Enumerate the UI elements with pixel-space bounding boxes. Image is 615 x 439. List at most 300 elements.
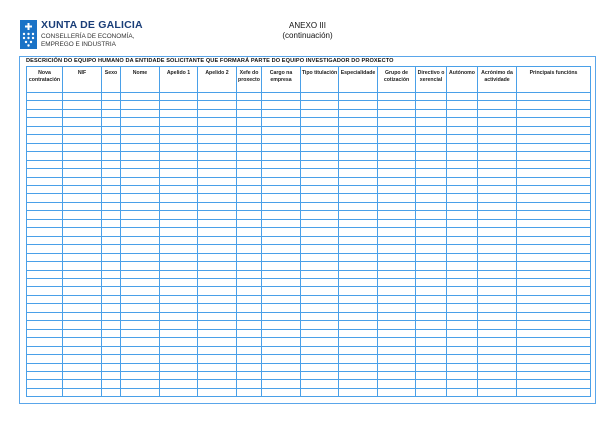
table-cell[interactable] <box>517 329 591 337</box>
table-cell[interactable] <box>198 363 237 371</box>
table-cell[interactable] <box>339 169 378 177</box>
table-cell[interactable] <box>339 185 378 193</box>
table-cell[interactable] <box>198 245 237 253</box>
table-cell[interactable] <box>102 185 121 193</box>
table-cell[interactable] <box>27 152 63 160</box>
table-cell[interactable] <box>447 388 478 396</box>
table-cell[interactable] <box>121 262 160 270</box>
table-cell[interactable] <box>63 160 102 168</box>
table-cell[interactable] <box>301 262 339 270</box>
table-cell[interactable] <box>339 219 378 227</box>
table-cell[interactable] <box>478 270 517 278</box>
table-cell[interactable] <box>301 295 339 303</box>
table-cell[interactable] <box>121 211 160 219</box>
table-cell[interactable] <box>63 202 102 210</box>
table-cell[interactable] <box>63 228 102 236</box>
table-cell[interactable] <box>198 101 237 109</box>
table-cell[interactable] <box>237 135 262 143</box>
table-cell[interactable] <box>198 295 237 303</box>
table-cell[interactable] <box>378 118 416 126</box>
table-cell[interactable] <box>198 194 237 202</box>
table-cell[interactable] <box>301 245 339 253</box>
table-cell[interactable] <box>237 355 262 363</box>
table-cell[interactable] <box>63 278 102 286</box>
table-cell[interactable] <box>478 185 517 193</box>
table-cell[interactable] <box>27 278 63 286</box>
table-cell[interactable] <box>339 236 378 244</box>
table-cell[interactable] <box>121 109 160 117</box>
table-cell[interactable] <box>27 245 63 253</box>
table-cell[interactable] <box>378 304 416 312</box>
table-cell[interactable] <box>301 278 339 286</box>
table-cell[interactable] <box>339 177 378 185</box>
table-cell[interactable] <box>121 355 160 363</box>
table-cell[interactable] <box>301 321 339 329</box>
table-cell[interactable] <box>198 118 237 126</box>
table-cell[interactable] <box>517 177 591 185</box>
table-cell[interactable] <box>198 312 237 320</box>
table-cell[interactable] <box>447 160 478 168</box>
table-cell[interactable] <box>27 262 63 270</box>
table-cell[interactable] <box>416 262 447 270</box>
table-cell[interactable] <box>198 169 237 177</box>
table-cell[interactable] <box>27 355 63 363</box>
table-cell[interactable] <box>301 236 339 244</box>
table-cell[interactable] <box>27 109 63 117</box>
table-cell[interactable] <box>517 194 591 202</box>
table-cell[interactable] <box>447 228 478 236</box>
table-cell[interactable] <box>478 169 517 177</box>
table-cell[interactable] <box>378 169 416 177</box>
table-cell[interactable] <box>378 380 416 388</box>
table-cell[interactable] <box>416 202 447 210</box>
table-cell[interactable] <box>416 152 447 160</box>
table-cell[interactable] <box>416 211 447 219</box>
table-cell[interactable] <box>102 245 121 253</box>
table-cell[interactable] <box>121 312 160 320</box>
table-cell[interactable] <box>121 363 160 371</box>
table-cell[interactable] <box>517 270 591 278</box>
table-cell[interactable] <box>416 228 447 236</box>
table-cell[interactable] <box>27 126 63 134</box>
table-cell[interactable] <box>160 185 198 193</box>
table-cell[interactable] <box>237 160 262 168</box>
table-cell[interactable] <box>102 101 121 109</box>
table-cell[interactable] <box>27 177 63 185</box>
table-cell[interactable] <box>27 304 63 312</box>
table-cell[interactable] <box>339 371 378 379</box>
table-cell[interactable] <box>416 278 447 286</box>
table-cell[interactable] <box>416 312 447 320</box>
table-cell[interactable] <box>160 262 198 270</box>
table-cell[interactable] <box>27 346 63 354</box>
table-cell[interactable] <box>478 211 517 219</box>
table-cell[interactable] <box>102 194 121 202</box>
table-cell[interactable] <box>447 118 478 126</box>
table-cell[interactable] <box>102 346 121 354</box>
table-cell[interactable] <box>237 152 262 160</box>
table-cell[interactable] <box>121 304 160 312</box>
table-cell[interactable] <box>121 177 160 185</box>
table-cell[interactable] <box>102 262 121 270</box>
table-cell[interactable] <box>160 93 198 101</box>
table-cell[interactable] <box>301 101 339 109</box>
table-cell[interactable] <box>262 355 301 363</box>
table-cell[interactable] <box>301 253 339 261</box>
table-cell[interactable] <box>121 321 160 329</box>
table-cell[interactable] <box>63 346 102 354</box>
table-cell[interactable] <box>102 152 121 160</box>
table-cell[interactable] <box>478 126 517 134</box>
table-cell[interactable] <box>102 202 121 210</box>
table-cell[interactable] <box>102 253 121 261</box>
table-cell[interactable] <box>63 101 102 109</box>
table-cell[interactable] <box>198 228 237 236</box>
table-cell[interactable] <box>198 93 237 101</box>
table-cell[interactable] <box>102 287 121 295</box>
table-cell[interactable] <box>478 143 517 151</box>
table-cell[interactable] <box>63 245 102 253</box>
table-cell[interactable] <box>237 118 262 126</box>
table-cell[interactable] <box>63 126 102 134</box>
table-cell[interactable] <box>160 363 198 371</box>
table-cell[interactable] <box>301 109 339 117</box>
table-cell[interactable] <box>63 321 102 329</box>
table-cell[interactable] <box>121 126 160 134</box>
table-cell[interactable] <box>447 262 478 270</box>
table-cell[interactable] <box>517 152 591 160</box>
table-cell[interactable] <box>198 135 237 143</box>
table-cell[interactable] <box>63 194 102 202</box>
table-cell[interactable] <box>517 219 591 227</box>
table-cell[interactable] <box>416 388 447 396</box>
table-cell[interactable] <box>447 126 478 134</box>
table-cell[interactable] <box>478 194 517 202</box>
table-cell[interactable] <box>160 295 198 303</box>
table-cell[interactable] <box>27 194 63 202</box>
table-cell[interactable] <box>262 194 301 202</box>
table-cell[interactable] <box>262 135 301 143</box>
table-cell[interactable] <box>198 126 237 134</box>
table-cell[interactable] <box>27 118 63 126</box>
table-cell[interactable] <box>27 135 63 143</box>
table-cell[interactable] <box>339 262 378 270</box>
table-cell[interactable] <box>262 363 301 371</box>
table-cell[interactable] <box>121 236 160 244</box>
table-cell[interactable] <box>102 338 121 346</box>
table-cell[interactable] <box>416 93 447 101</box>
table-cell[interactable] <box>102 304 121 312</box>
table-cell[interactable] <box>517 278 591 286</box>
table-cell[interactable] <box>237 371 262 379</box>
table-cell[interactable] <box>378 177 416 185</box>
table-cell[interactable] <box>262 109 301 117</box>
table-cell[interactable] <box>301 304 339 312</box>
table-cell[interactable] <box>301 185 339 193</box>
table-cell[interactable] <box>447 287 478 295</box>
table-cell[interactable] <box>517 101 591 109</box>
table-cell[interactable] <box>478 236 517 244</box>
table-cell[interactable] <box>160 312 198 320</box>
table-cell[interactable] <box>63 253 102 261</box>
table-cell[interactable] <box>160 371 198 379</box>
table-cell[interactable] <box>63 109 102 117</box>
table-cell[interactable] <box>378 363 416 371</box>
table-cell[interactable] <box>517 109 591 117</box>
table-cell[interactable] <box>102 177 121 185</box>
table-cell[interactable] <box>416 160 447 168</box>
table-cell[interactable] <box>27 388 63 396</box>
table-cell[interactable] <box>27 202 63 210</box>
table-cell[interactable] <box>198 338 237 346</box>
table-cell[interactable] <box>237 101 262 109</box>
table-cell[interactable] <box>237 202 262 210</box>
table-cell[interactable] <box>339 143 378 151</box>
table-cell[interactable] <box>416 118 447 126</box>
table-cell[interactable] <box>262 329 301 337</box>
table-cell[interactable] <box>517 245 591 253</box>
table-cell[interactable] <box>378 278 416 286</box>
table-cell[interactable] <box>301 388 339 396</box>
table-cell[interactable] <box>121 245 160 253</box>
table-cell[interactable] <box>378 295 416 303</box>
table-cell[interactable] <box>339 152 378 160</box>
table-cell[interactable] <box>262 287 301 295</box>
table-cell[interactable] <box>102 143 121 151</box>
table-cell[interactable] <box>339 245 378 253</box>
table-cell[interactable] <box>378 185 416 193</box>
table-cell[interactable] <box>339 321 378 329</box>
table-cell[interactable] <box>63 152 102 160</box>
table-cell[interactable] <box>478 363 517 371</box>
table-cell[interactable] <box>517 346 591 354</box>
table-cell[interactable] <box>63 262 102 270</box>
table-cell[interactable] <box>262 185 301 193</box>
table-cell[interactable] <box>198 329 237 337</box>
table-cell[interactable] <box>378 245 416 253</box>
table-cell[interactable] <box>27 211 63 219</box>
table-cell[interactable] <box>198 185 237 193</box>
table-cell[interactable] <box>102 363 121 371</box>
table-cell[interactable] <box>301 371 339 379</box>
table-cell[interactable] <box>121 253 160 261</box>
table-cell[interactable] <box>378 228 416 236</box>
table-cell[interactable] <box>27 93 63 101</box>
table-cell[interactable] <box>160 355 198 363</box>
table-cell[interactable] <box>160 270 198 278</box>
table-cell[interactable] <box>478 135 517 143</box>
table-cell[interactable] <box>27 295 63 303</box>
table-cell[interactable] <box>517 135 591 143</box>
table-cell[interactable] <box>478 219 517 227</box>
table-cell[interactable] <box>478 118 517 126</box>
table-cell[interactable] <box>447 295 478 303</box>
table-cell[interactable] <box>517 304 591 312</box>
table-cell[interactable] <box>160 346 198 354</box>
table-cell[interactable] <box>63 185 102 193</box>
table-cell[interactable] <box>378 160 416 168</box>
table-cell[interactable] <box>378 371 416 379</box>
table-cell[interactable] <box>262 262 301 270</box>
table-cell[interactable] <box>416 143 447 151</box>
table-cell[interactable] <box>517 253 591 261</box>
table-cell[interactable] <box>63 371 102 379</box>
table-cell[interactable] <box>262 228 301 236</box>
table-cell[interactable] <box>262 93 301 101</box>
table-cell[interactable] <box>447 304 478 312</box>
table-cell[interactable] <box>102 135 121 143</box>
table-cell[interactable] <box>447 355 478 363</box>
table-cell[interactable] <box>237 304 262 312</box>
table-cell[interactable] <box>339 93 378 101</box>
table-cell[interactable] <box>339 338 378 346</box>
table-cell[interactable] <box>378 194 416 202</box>
table-cell[interactable] <box>339 287 378 295</box>
table-cell[interactable] <box>27 329 63 337</box>
table-cell[interactable] <box>63 388 102 396</box>
table-cell[interactable] <box>378 355 416 363</box>
table-cell[interactable] <box>378 321 416 329</box>
table-cell[interactable] <box>63 270 102 278</box>
table-cell[interactable] <box>121 93 160 101</box>
table-cell[interactable] <box>447 219 478 227</box>
table-cell[interactable] <box>160 109 198 117</box>
table-cell[interactable] <box>198 355 237 363</box>
table-cell[interactable] <box>121 295 160 303</box>
table-cell[interactable] <box>447 270 478 278</box>
table-cell[interactable] <box>416 135 447 143</box>
table-cell[interactable] <box>160 253 198 261</box>
table-cell[interactable] <box>339 304 378 312</box>
table-cell[interactable] <box>447 278 478 286</box>
table-cell[interactable] <box>447 245 478 253</box>
table-cell[interactable] <box>447 380 478 388</box>
table-cell[interactable] <box>237 143 262 151</box>
table-cell[interactable] <box>301 312 339 320</box>
table-cell[interactable] <box>447 177 478 185</box>
table-cell[interactable] <box>237 126 262 134</box>
table-cell[interactable] <box>478 160 517 168</box>
table-cell[interactable] <box>160 245 198 253</box>
table-cell[interactable] <box>378 219 416 227</box>
table-cell[interactable] <box>102 295 121 303</box>
table-cell[interactable] <box>517 312 591 320</box>
table-cell[interactable] <box>198 270 237 278</box>
table-cell[interactable] <box>27 312 63 320</box>
table-cell[interactable] <box>27 160 63 168</box>
table-cell[interactable] <box>339 202 378 210</box>
table-cell[interactable] <box>262 380 301 388</box>
table-cell[interactable] <box>237 338 262 346</box>
table-cell[interactable] <box>27 101 63 109</box>
table-cell[interactable] <box>416 253 447 261</box>
table-cell[interactable] <box>27 169 63 177</box>
table-cell[interactable] <box>160 152 198 160</box>
table-cell[interactable] <box>378 287 416 295</box>
table-cell[interactable] <box>237 388 262 396</box>
table-cell[interactable] <box>121 169 160 177</box>
table-cell[interactable] <box>416 219 447 227</box>
table-cell[interactable] <box>237 295 262 303</box>
table-cell[interactable] <box>517 371 591 379</box>
table-cell[interactable] <box>447 329 478 337</box>
table-cell[interactable] <box>478 346 517 354</box>
table-cell[interactable] <box>160 380 198 388</box>
table-cell[interactable] <box>478 228 517 236</box>
table-cell[interactable] <box>301 355 339 363</box>
table-cell[interactable] <box>121 388 160 396</box>
table-cell[interactable] <box>262 338 301 346</box>
table-cell[interactable] <box>416 245 447 253</box>
table-cell[interactable] <box>478 101 517 109</box>
table-cell[interactable] <box>517 321 591 329</box>
table-cell[interactable] <box>121 185 160 193</box>
table-cell[interactable] <box>517 295 591 303</box>
table-cell[interactable] <box>378 143 416 151</box>
table-cell[interactable] <box>339 363 378 371</box>
table-cell[interactable] <box>27 143 63 151</box>
table-cell[interactable] <box>517 380 591 388</box>
table-cell[interactable] <box>301 380 339 388</box>
table-cell[interactable] <box>63 355 102 363</box>
table-cell[interactable] <box>198 236 237 244</box>
table-cell[interactable] <box>262 245 301 253</box>
table-cell[interactable] <box>160 228 198 236</box>
table-cell[interactable] <box>339 278 378 286</box>
table-cell[interactable] <box>339 295 378 303</box>
table-cell[interactable] <box>27 228 63 236</box>
table-cell[interactable] <box>121 152 160 160</box>
table-cell[interactable] <box>478 321 517 329</box>
table-cell[interactable] <box>262 278 301 286</box>
table-cell[interactable] <box>478 388 517 396</box>
table-cell[interactable] <box>237 194 262 202</box>
table-cell[interactable] <box>160 211 198 219</box>
table-cell[interactable] <box>301 363 339 371</box>
table-cell[interactable] <box>478 371 517 379</box>
table-cell[interactable] <box>262 177 301 185</box>
table-cell[interactable] <box>378 109 416 117</box>
table-cell[interactable] <box>102 371 121 379</box>
table-cell[interactable] <box>339 270 378 278</box>
table-cell[interactable] <box>63 295 102 303</box>
table-cell[interactable] <box>301 346 339 354</box>
table-cell[interactable] <box>237 228 262 236</box>
table-cell[interactable] <box>160 287 198 295</box>
table-cell[interactable] <box>63 287 102 295</box>
table-cell[interactable] <box>198 388 237 396</box>
table-cell[interactable] <box>237 219 262 227</box>
table-cell[interactable] <box>416 338 447 346</box>
table-cell[interactable] <box>63 118 102 126</box>
table-cell[interactable] <box>447 135 478 143</box>
table-cell[interactable] <box>517 211 591 219</box>
table-cell[interactable] <box>517 169 591 177</box>
table-cell[interactable] <box>339 135 378 143</box>
table-cell[interactable] <box>447 109 478 117</box>
table-cell[interactable] <box>517 228 591 236</box>
table-cell[interactable] <box>198 262 237 270</box>
table-cell[interactable] <box>63 169 102 177</box>
table-cell[interactable] <box>378 312 416 320</box>
table-cell[interactable] <box>447 236 478 244</box>
table-cell[interactable] <box>121 219 160 227</box>
table-cell[interactable] <box>416 363 447 371</box>
table-cell[interactable] <box>517 143 591 151</box>
table-cell[interactable] <box>121 287 160 295</box>
table-cell[interactable] <box>416 236 447 244</box>
table-cell[interactable] <box>378 388 416 396</box>
